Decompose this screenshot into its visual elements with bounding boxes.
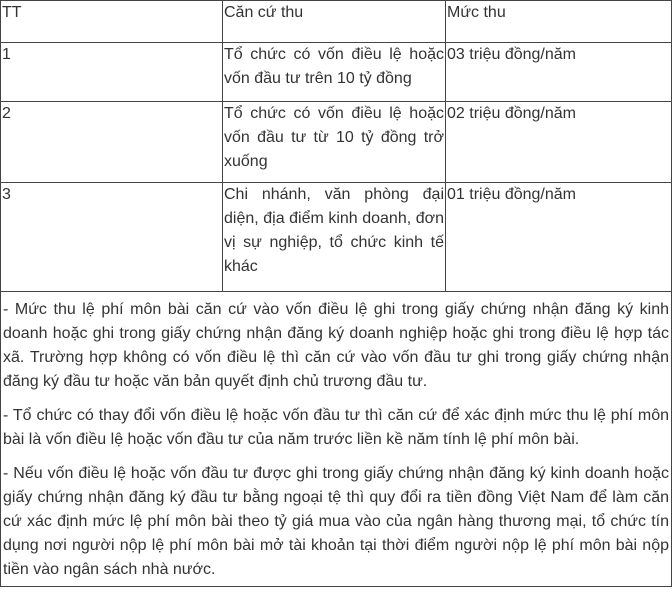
row-basis: Tổ chức có vốn điều lệ hoặc vốn đầu tư trên 10 tỷ đồng [223,43,446,102]
row-basis: Tổ chức có vốn điều lệ hoặc vốn đầu tư từ 10 tỷ đồng trở xuống [223,102,446,183]
row-tt: 3 [1,183,223,292]
row-basis: Chi nhánh, văn phòng đại diện, địa điểm kinh doanh, đơn vị sự nghiệp, tổ chức kinh tế khác [223,183,446,292]
table-row [1,43,672,102]
notes-cell [1,292,672,587]
row-fee: 02 triệu đồng/năm [446,102,672,183]
table-header-row [1,1,672,43]
row-fee: 01 triệu đồng/năm [446,183,672,292]
table-row [1,102,672,183]
note-paragraph: - Nếu vốn điều lệ hoặc vốn đầu tư được ghi trong giấy chứng nhận đăng ký kinh doanh hoặc giấy chứng nhận đăng ký đầu tư bằng ngoại tệ thì quy đổi ra tiền đồng Việt Nam để làm căn cứ xác định mức lệ phí môn bài theo tỷ giá mua vào của ngân hàng thương mại, tổ chức tín dụng nơi người nộp lệ phí môn bài mở tài khoản tại thời điểm người nộp lệ phí môn bài nộp tiền vào ngân sách nhà nước. [3,465,669,578]
row-fee: 03 triệu đồng/năm [446,43,672,102]
header-fee: Mức thu [446,1,672,43]
notes-row [1,292,672,587]
header-basis: Căn cứ thu [223,1,446,43]
table-row [1,183,672,292]
row-tt: 1 [1,43,223,102]
header-tt: TT [1,1,223,43]
note-paragraph: - Tổ chức có thay đổi vốn điều lệ hoặc vốn đầu tư thì căn cứ để xác định mức thu lệ phí môn bài là vốn điều lệ hoặc vốn đầu tư của năm trước liền kề năm tính lệ phí môn bài. [3,407,669,448]
row-tt: 2 [1,102,223,183]
note-paragraph: - Mức thu lệ phí môn bài căn cứ vào vốn điều lệ ghi trong giấy chứng nhận đăng ký kinh doanh hoặc ghi trong giấy chứng nhận đăng ký doanh nghiệp hoặc ghi trong điều lệ hợp tác xã. Trường hợp không có vốn điều lệ thì căn cứ vào vốn đầu tư ghi trong giấy chứng nhận đăng ký đầu tư hoặc văn bản quyết định chủ trương đầu tư. [3,301,669,390]
